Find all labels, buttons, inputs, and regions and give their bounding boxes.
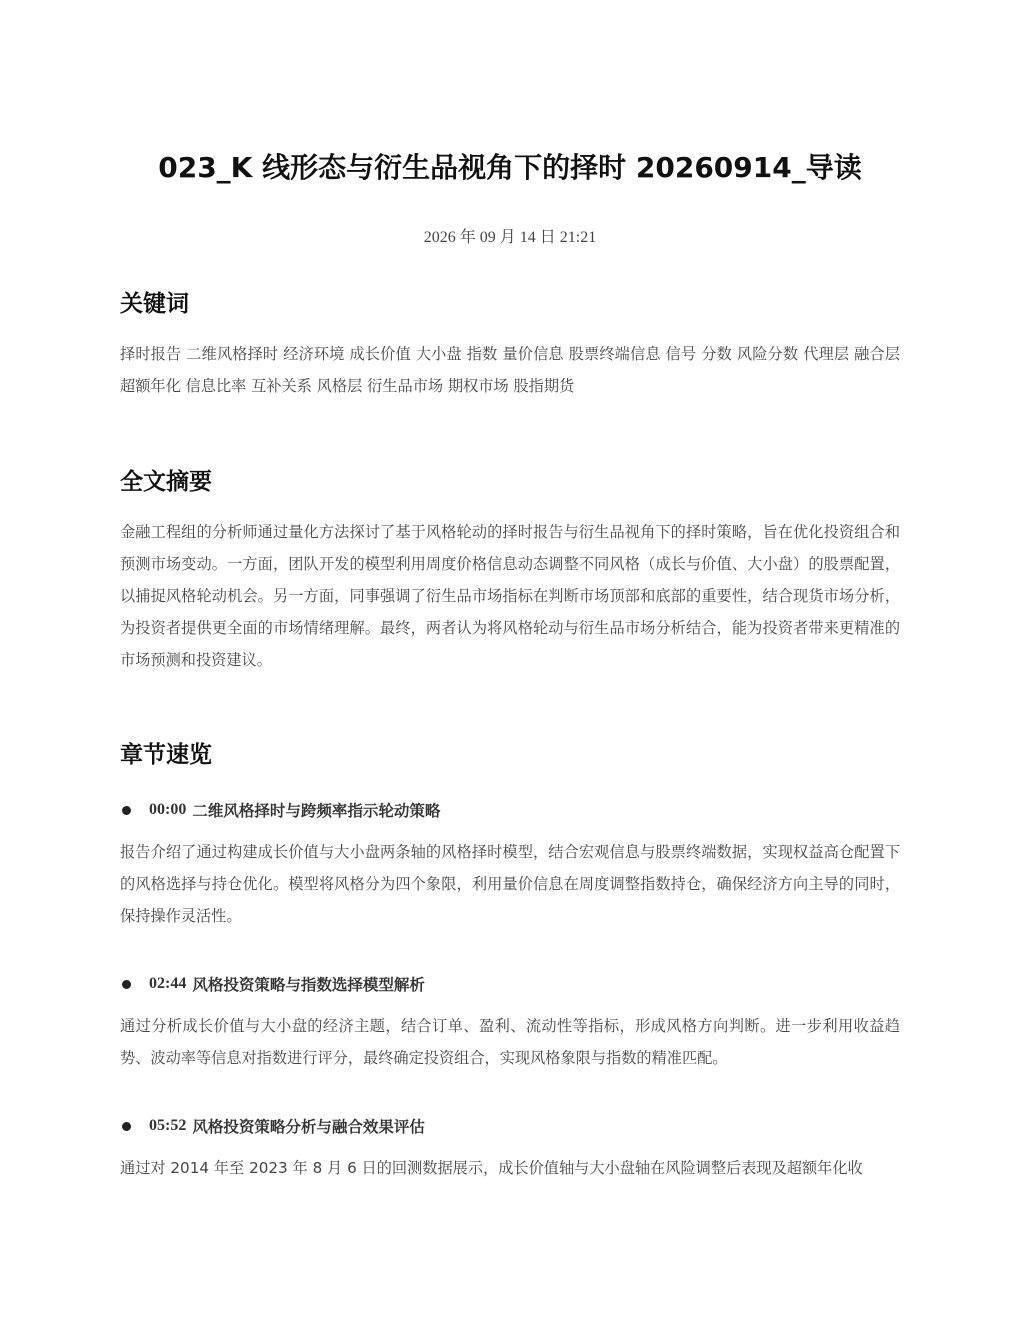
chapter-item-header (120, 796, 900, 824)
chapter-timestamp: 02:44 (149, 975, 187, 992)
bullet-icon (122, 980, 131, 989)
keywords-text: 择时报告 二维风格择时 经济环境 成长价值 大小盘 指数 量价信息 股票终端信息 信号 分数 风险分数 代理层 融合层 超额年化 信息比率 互补关系 风格层 衍生品市场 期权市场 股指期货 (120, 345, 900, 395)
bullet-icon (122, 806, 131, 815)
chapter-item-header (120, 1112, 900, 1140)
chapter-title: 二维风格择时与跨频率指示轮动策略 (192, 802, 441, 820)
chapters-heading: 章节速览 (120, 742, 212, 768)
summary-text: 金融工程组的分析师通过量化方法探讨了基于风格轮动的择时报告与衍生品视角下的择时策略，旨在优化投资组合和预测市场变动。一方面，团队开发的模型利用周度价格信息动态调整不同风格（成长与价值、大小盘）的股票配置，以捕捉风格轮动机会。另一方面，同事强调了衍生品市场指标在判断市场顶部和底部的重要性，结合现货市场分析，为投资者提供更全面的市场情绪理解。最终，两者认为将风格轮动与衍生品市场分析结合，能为投资者带来更精准的市场预测和投资建议。 (120, 523, 900, 669)
keywords-heading: 关键词 (120, 291, 189, 317)
chapter-timestamp: 00:00 (149, 801, 187, 818)
chapter-item-header (120, 970, 900, 998)
chapter-title: 风格投资策略与指数选择模型解析 (192, 976, 425, 994)
chapter-text: 报告介绍了通过构建成长价值与大小盘两条轴的风格择时模型，结合宏观信息与股票终端数据，实现权益高仓配置下的风格选择与持仓优化。模型将风格分为四个象限，利用量价信息在周度调整指数持仓，确保经济方向主导的同时，保持操作灵活性。 (120, 843, 900, 925)
chapter-text: 通过分析成长价值与大小盘的经济主题，结合订单、盈利、流动性等指标，形成风格方向判断。进一步利用收益趋势、波动率等信息对指数进行评分，最终确定投资组合，实现风格象限与指数的精准匹配。 (120, 1017, 900, 1067)
chapter-text: 通过对 2014 年至 2023 年 8 月 6 日的回测数据展示，成长价值轴与大小盘轴在风险调整后表现及超额年化收 (120, 1159, 863, 1177)
document-date: 2026 年 09 月 14 日 21:21 (423, 229, 597, 246)
chapter-timestamp: 05:52 (149, 1117, 187, 1134)
summary-heading: 全文摘要 (120, 469, 212, 495)
document-title: 023_K 线形态与衍生品视角下的择时 20260914_导读 (158, 151, 862, 184)
chapter-title: 风格投资策略分析与融合效果评估 (192, 1118, 425, 1136)
bullet-icon (122, 1122, 131, 1131)
